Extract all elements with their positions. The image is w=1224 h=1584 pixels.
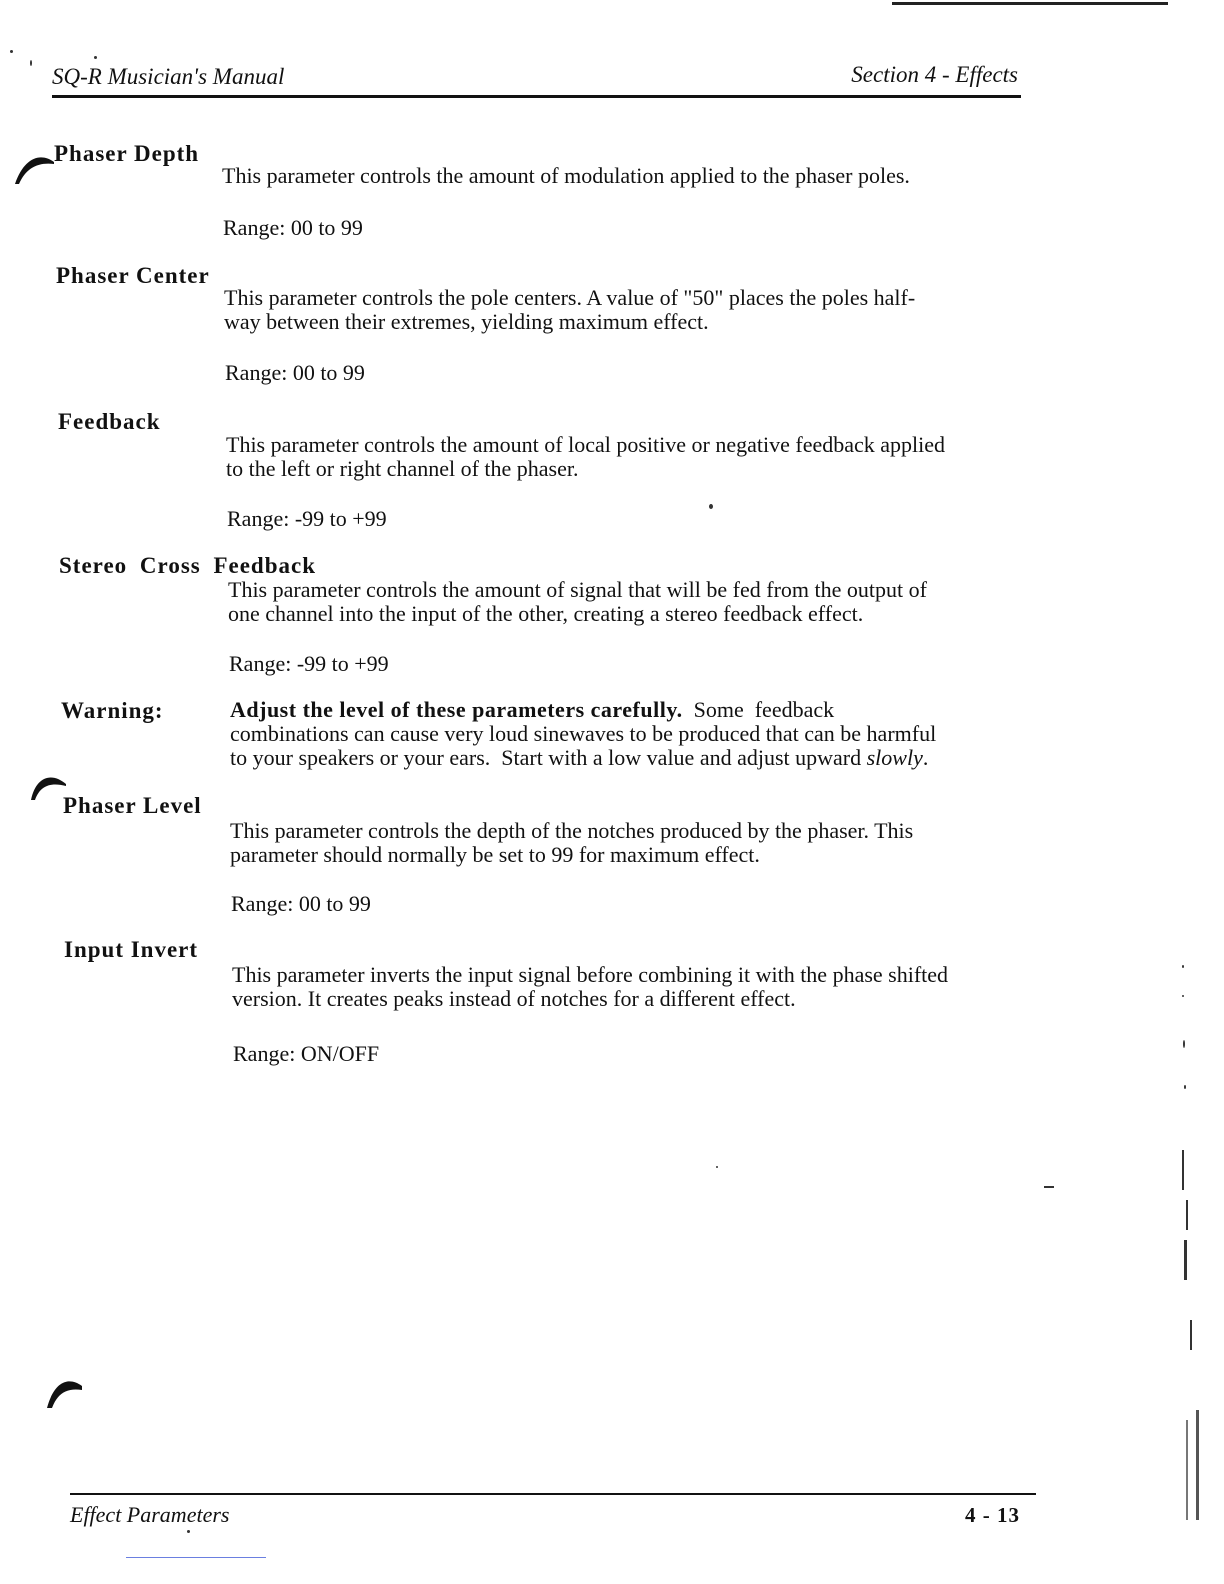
scan-speck <box>1183 1040 1185 1048</box>
warning-line-3 <box>230 746 936 770</box>
header-rule <box>52 95 1021 98</box>
scan-speck <box>1044 1186 1054 1188</box>
term-phaser-depth: Phaser Depth <box>54 141 200 166</box>
desc-line: This parameter controls the pole centers. A value of "50" places the poles half- <box>224 285 916 310</box>
range-phaser-center: Range: 00 to 99 <box>225 360 365 385</box>
manual-title: SQ-R Musician's Manual <box>52 64 285 89</box>
desc-line: to the left or right channel of the phaser. <box>226 456 579 481</box>
term-phaser-center: Phaser Center <box>56 263 210 288</box>
scan-speck <box>1182 995 1184 997</box>
warning-line-1-rest: Some feedback <box>682 697 835 722</box>
warning-period: . <box>922 745 929 770</box>
term-warning: Warning: <box>61 698 164 723</box>
margin-mark-icon <box>28 770 68 810</box>
term-stereo-cross-feedback: Stereo Cross Feedback <box>59 553 317 578</box>
scan-speck <box>1190 1320 1192 1350</box>
footer-section: Effect Parameters <box>70 1502 230 1527</box>
margin-mark-icon <box>12 150 56 186</box>
range-phaser-depth: Range: 00 to 99 <box>223 215 363 240</box>
desc-line: This parameter controls the depth of the notches produced by the phaser. This <box>230 818 914 843</box>
term-feedback: Feedback <box>58 409 161 434</box>
desc-phaser-level <box>230 819 913 867</box>
scan-speck <box>30 60 32 66</box>
desc-phaser-center <box>224 286 915 334</box>
desc-line: This parameter controls the amount of modulation applied to the phaser poles. <box>222 163 910 188</box>
margin-mark-icon <box>44 1376 84 1410</box>
footer-rule <box>70 1493 1036 1495</box>
term-phaser-level: Phaser Level <box>63 793 202 818</box>
desc-line: This parameter inverts the input signal before combining it with the phase shifted <box>232 962 949 987</box>
desc-line: version. It creates peaks instead of notches for a different effect. <box>232 986 796 1011</box>
warning-line-3-text: to your speakers or your ears. Start with a low value and adjust upward <box>230 745 867 770</box>
scan-speck <box>1182 1150 1184 1190</box>
desc-feedback <box>226 433 945 481</box>
scan-speck <box>1182 965 1184 968</box>
desc-line: This parameter controls the amount of local positive or negative feedback applied <box>226 432 946 457</box>
scan-speck <box>1186 1420 1188 1520</box>
warning-emphasis: Adjust the level of these parameters carefully. <box>230 697 683 722</box>
term-input-invert: Input Invert <box>64 937 199 962</box>
warning-line-2: combinations can cause very loud sinewaves to be produced that can be harmful <box>230 721 937 746</box>
desc-input-invert <box>232 963 948 1011</box>
blue-scan-line <box>126 1557 266 1558</box>
scan-speck <box>187 1530 190 1533</box>
page-number: 4 - 13 <box>965 1503 1020 1527</box>
scan-speck <box>94 56 97 59</box>
warning-text <box>230 698 936 770</box>
desc-line: parameter should normally be set to 99 for maximum effect. <box>230 842 760 867</box>
top-edge-rule <box>892 2 1168 5</box>
scan-speck <box>716 1166 718 1168</box>
desc-phaser-depth <box>222 164 910 188</box>
scan-speck <box>1196 1410 1199 1520</box>
scan-speck <box>10 50 13 53</box>
scan-speck <box>1184 1240 1187 1280</box>
range-input-invert: Range: ON/OFF <box>233 1041 380 1066</box>
warning-slowly: slowly <box>866 745 923 770</box>
scan-speck <box>709 504 713 509</box>
scan-speck <box>1186 1200 1188 1230</box>
scan-speck <box>1184 1085 1186 1089</box>
warning-line-1 <box>230 698 936 722</box>
range-phaser-level: Range: 00 to 99 <box>231 891 371 916</box>
desc-line: way between their extremes, yielding maximum effect. <box>224 309 709 334</box>
range-stereo-cross-feedback: Range: -99 to +99 <box>229 651 389 676</box>
section-title: Section 4 - Effects <box>851 62 1018 87</box>
desc-stereo-cross-feedback <box>228 578 927 626</box>
desc-line: This parameter controls the amount of signal that will be fed from the output of <box>228 577 927 602</box>
range-feedback: Range: -99 to +99 <box>227 506 387 531</box>
desc-line: one channel into the input of the other, creating a stereo feedback effect. <box>228 601 864 626</box>
